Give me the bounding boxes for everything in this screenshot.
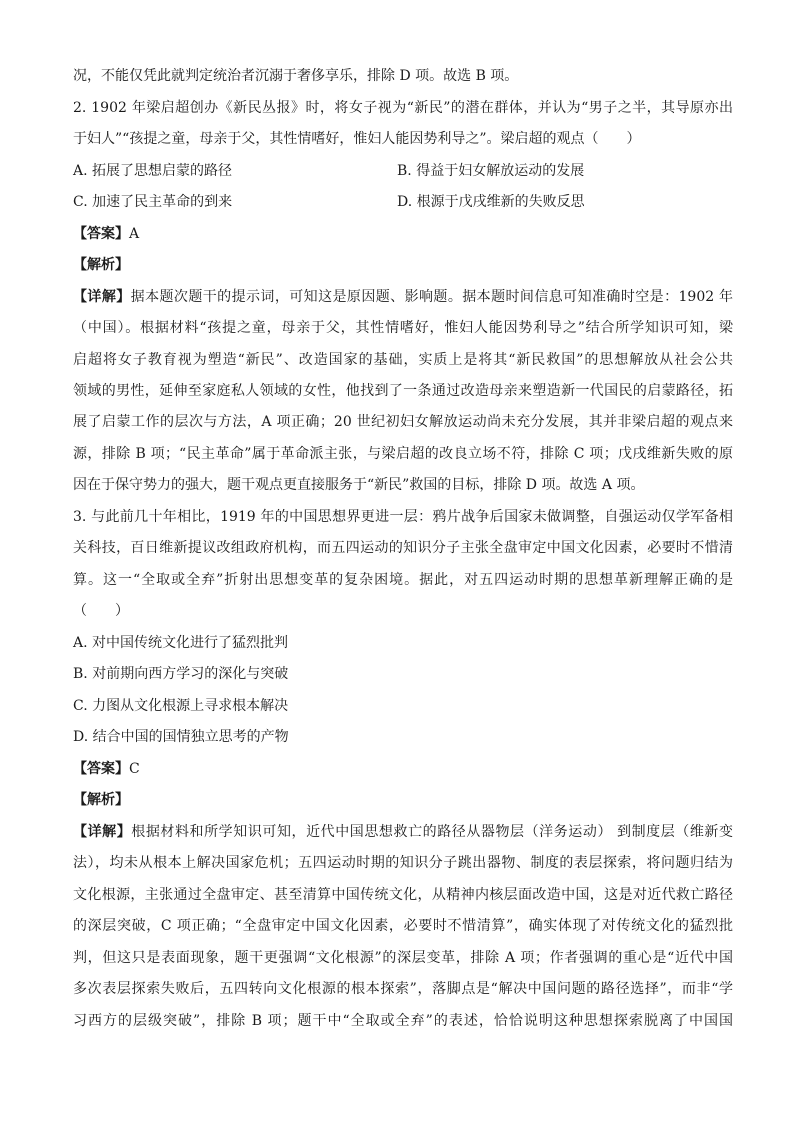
q2-detail-line-4: 领域的男性，延伸至家庭私人领域的女性，他找到了一条通过改造母亲来塑造新一代国民的启蒙路径，拓 [73, 383, 733, 399]
q2-detail-line-2: （中国）。根据材料“孩提之童，母亲于父，其性情嗜好，惟妇人能因势利导之”结合所学知识可知，梁 [73, 320, 733, 336]
intro-text: 况，不能仅凭此就判定统治者沉溺于奢侈享乐，排除 D 项。故选 B 项。 [73, 68, 519, 84]
q3-option-d: D. 结合中国的国情独立思考的产物 [73, 729, 289, 745]
q2-detail-line-6: 源，排除 B 项；“民主革命”属于革命派主张，与梁启超的改良立场不符，排除 C 项；戊戌维新失败的原 [73, 446, 733, 462]
q3-detail-line-3: 文化根源，主张通过全盘审定、甚至清算中国传统文化，从精神内核层面改造中国，这是对近代救亡路径 [73, 887, 733, 903]
q3-analysis-tag: 【解析】 [73, 792, 129, 808]
q2-option-d: D. 根源于戊戌维新的失败反思 [397, 194, 585, 210]
q3-stem-line-1: 3. 与此前几十年相比，1919 年的中国思想界更进一层：鸦片战争后国家未做调整，自强运动仅学军备相 [73, 509, 733, 525]
q2-analysis-tag: 【解析】 [73, 257, 129, 273]
q2-answer-tag: 【答案】 [73, 226, 129, 242]
q2-answer-value: A [129, 226, 140, 242]
q3-option-a: A. 对中国传统文化进行了猛烈批判 [73, 635, 289, 651]
q2-detail-line-1 [73, 287, 733, 307]
q2-detail-tag: 【详解】 [73, 289, 131, 305]
q2-answer-row [73, 224, 139, 244]
q3-detail-line-4: 的深层突破，C 项正确；“全盘审定中国文化因素，必要时不惜清算”，确实体现了对传统文化的猛烈批 [73, 918, 733, 934]
q3-detail-tag: 【详解】 [73, 824, 132, 840]
q2-detail-line-5: 展了启蒙工作的层次与方法，A 项正确；20 世纪初妇女解放运动尚未充分发展，其并非梁启超的观点来 [73, 414, 733, 430]
q3-answer-value: C [129, 761, 140, 777]
q2-detail-line-3: 启超将女子教育视为塑造“新民”、改造国家的基础，实质上是将其“新民救国”的思想解放从社会公共 [73, 352, 733, 368]
q3-detail-line-5: 判，但这只是表面现象，题干更强调“文化根源”的深层变革，排除 A 项；作者强调的重心是“近代中国 [73, 950, 733, 966]
q3-option-c: C. 力图从文化根源上寻求根本解决 [73, 698, 289, 714]
q3-analysis-tag-row [73, 790, 129, 810]
q3-option-b: B. 对前期向西方学习的深化与突破 [73, 666, 289, 682]
q3-answer-tag: 【答案】 [73, 761, 129, 777]
q2-detail-line-7: 因在于保守势力的强大，题干观点更直接服务于“新民”救国的目标，排除 D 项。故选 A 项。 [73, 477, 645, 493]
q3-stem-line-3: 算。这一“全取或全弃”折射出思想变革的复杂困境。据此，对五四运动时期的思想革新理解正确的是 [73, 572, 733, 588]
q3-detail-line-1 [73, 822, 733, 842]
q2-option-a: A. 拓展了思想启蒙的路径 [73, 163, 233, 179]
q2-stem-line-1: 2. 1902 年梁启超创办《新民丛报》时，将女子视为“新民”的潜在群体，并认为“男子之半，其导原亦出 [73, 100, 733, 116]
q3-detail-line-2: 法），均未从根本上解决国家危机；五四运动时期的知识分子跳出器物、制度的表层探索，将问题归结为 [73, 855, 733, 871]
q2-analysis-tag-row [73, 255, 129, 275]
q3-detail-line-7: 习西方的层级突破”，排除 B 项；题干中“全取或全弃”的表述，恰恰说明这种思想探索脱离了中国国 [73, 1013, 733, 1029]
q3-answer-row [73, 759, 140, 779]
q3-detail-text-1: 根据材料和所学知识可知，近代中国思想救亡的路径从器物层（洋务运动） 到制度层（维新变 [131, 824, 733, 840]
q2-detail-text-1: 据本题次题干的提示词，可知这是原因题、影响题。据本题时间信息可知准确时空是：1902 年 [130, 289, 733, 305]
q3-stem-line-2: 关科技，百日维新提议改组政府机构，而五四运动的知识分子主张全盘审定中国文化因素，必要时不惜清 [73, 540, 733, 556]
q2-stem-line-2: 于妇人”“孩提之童，母亲于父，其性情嗜好，惟妇人能因势利导之”。梁启超的观点（ ） [73, 131, 641, 147]
q2-option-b: B. 得益于妇女解放运动的发展 [397, 163, 585, 179]
q3-detail-line-6: 多次表层探索失败后，五四转向文化根源的根本探索”，落脚点是“解决中国问题的路径选择”，而非“学 [73, 981, 733, 997]
q3-stem-line-4: （ ） [73, 603, 129, 619]
q2-option-c: C. 加速了民主革命的到来 [73, 194, 233, 210]
